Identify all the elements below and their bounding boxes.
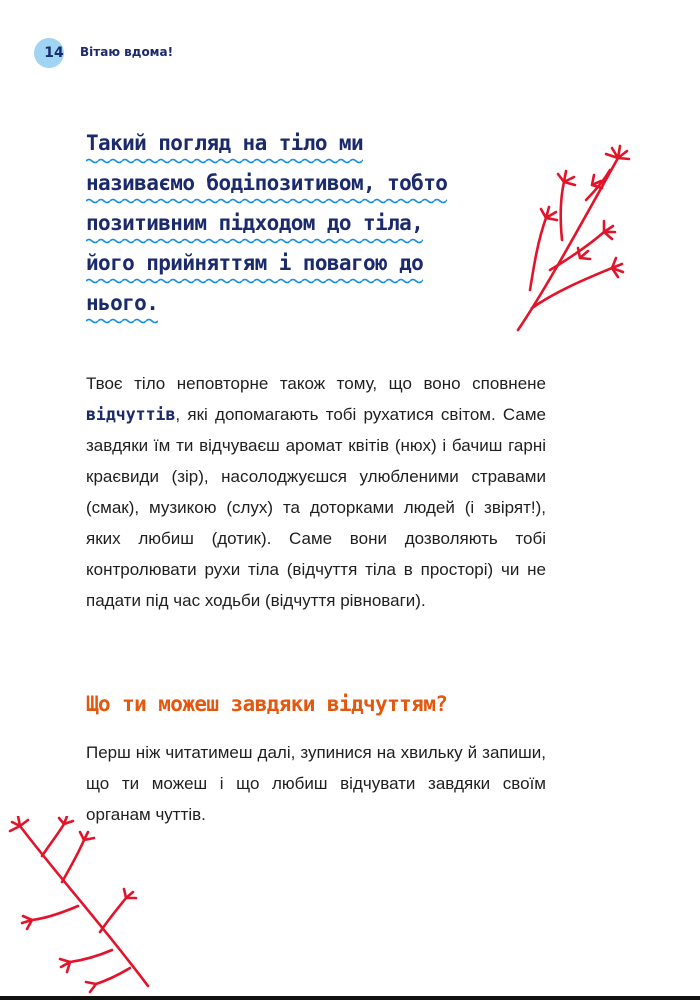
pull-quote (86, 124, 526, 324)
body-text: , які допомагають тобі рухатися світом. Саме завдяки їм ти відчуваєш аромат квітів (нюх) і бачиш гарні краєвиди (зір), насолоджуєшся улюбленими стравами (смак), музикою (слух) та доторками людей (і звірят!), яких любиш (дотик). Саме вони дозволяють тобі контролювати рухи тіла (відчуття тіла в просторі) чи не падати під час ходьби (відчуття рівноваги). (86, 405, 546, 610)
section-heading: Що ти можеш завдяки відчуттям? (86, 692, 448, 716)
pull-quote-line: позитивним підходом до тіла, (86, 204, 423, 244)
body-text: Твоє тіло неповторне також тому, що воно сповнене (86, 374, 546, 393)
pull-quote-line: нього. (86, 284, 158, 324)
prompt-paragraph: Перш ніж читатимеш далі, зупинися на хвильку й запиши, що ти можеш і що любиш відчувати завдяки своїм органам чуттів. (86, 743, 546, 824)
pull-quote-line: називаємо бодіпозитивом, тобто (86, 164, 447, 204)
running-title: Вітаю вдома! (80, 45, 174, 59)
pull-quote-line: Такий погляд на тіло ми (86, 124, 363, 164)
page-number: 14 (44, 45, 64, 61)
pull-quote-line: його прийняттям і повагою до (86, 244, 423, 284)
red-sprig-icon (500, 140, 640, 340)
red-sprig-icon (8, 816, 168, 996)
highlight-term: відчуттів (86, 405, 176, 424)
body-paragraph (86, 368, 546, 616)
page-number-badge (34, 38, 64, 68)
